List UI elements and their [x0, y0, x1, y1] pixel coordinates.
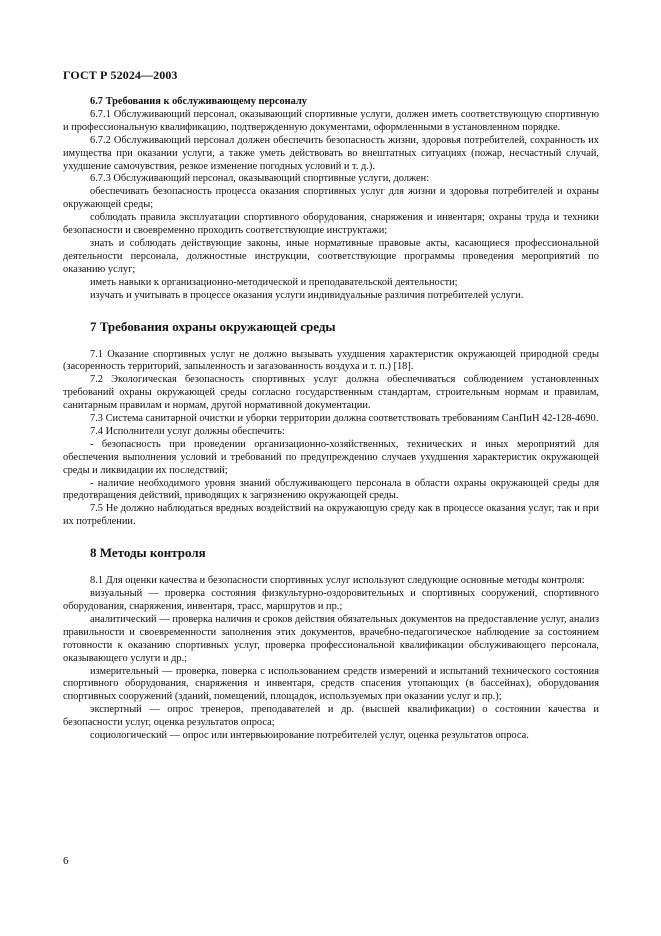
list-item: социологический — опрос или интервьюирование потребителей услуг, оценка результатов опроса. [90, 730, 529, 742]
paragraph-6-7-2: 6.7.2 Обслуживающий персонал должен обеспечить безопасность жизни, здоровья потребителей, сохранность их имущества при оказании услуги, а также уметь действовать во внештатных ситуациях (пожар, несчастный случай, ухудшение самочувствия, резкое изменение погодных условий и т. д.). [63, 134, 599, 172]
paragraph-7-4: 7.4 Исполнители услуг должны обеспечить: [90, 425, 285, 437]
list-item: знать и соблюдать действующие законы, иные нормативные правовые акты, касающиеся профессиональной деятельности персонала, должностные инструкции, соответствующие программы проведения мероприятий по оказанию услуг; [63, 237, 599, 275]
paragraph-7-2: 7.2 Экологическая безопасность спортивных услуг должна обеспечиваться соблюдением установленных требований охраны окружающей среды согласно государственным стандартам, строительным нормам и правилам, санитарным правилам и нормам, другой нормативной документации. [63, 374, 599, 412]
list-item: измерительный — проверка, поверка с использованием средств измерений и испытаний технического состояния спортивного оборудования, снаряжения и инвентаря, средств спасения утопающих (в бассейнах), оборудования спортивных сооружений (зданий, помещений, площадок, используемых при оказании услуг и пр.); [63, 665, 599, 703]
list-item: - безопасность при проведении организационно-хозяйственных, технических и иных мероприятий для обеспечения выполнения условий и требований по предупреждению случаев ухудшения характеристик окружающей среды и ликвидации их последствий; [63, 438, 599, 476]
page-content [63, 96, 599, 743]
page-number: 6 [63, 855, 69, 867]
list-item: соблюдать правила эксплуатации спортивного оборудования, снаряжения и инвентаря; охраны труда и техники безопасности и своевременно проходить соответствующие инструктажи; [63, 212, 599, 237]
paragraph-7-1: 7.1 Оказание спортивных услуг не должно вызывать ухудшения характеристик окружающей природной среды (засоренность территорий, запыленность и загазованность воздуха и т. п.) [18]. [63, 348, 599, 373]
paragraph-6-7-3: 6.7.3 Обслуживающий персонал, оказывающий спортивные услуги, должен: [90, 173, 430, 185]
list-item: экспертный — опрос тренеров, преподавателей и др. (высшей квалификации) о состоянии качества и безопасности услуг, оценка результатов опроса; [63, 704, 599, 729]
subsection-heading-6-7: 6.7 Требования к обслуживающему персоналу [90, 96, 307, 107]
list-item: иметь навыки к организационно-методической и преподавательской деятельности; [90, 276, 458, 288]
document-header: ГОСТ Р 52024—2003 [63, 68, 178, 82]
list-item: обеспечивать безопасность процесса оказания спортивных услуг для жизни и здоровья потребителей и охраны окружающей среды; [63, 186, 599, 211]
list-item: аналитический — проверка наличия и сроков действия обязательных документов на предоставление услуг, анализ правильности и своевременности заполнения этих документов, врачебно-педагогическое наблюдение за состоянием готовности к оказанию спортивных услуг, проверка профессиональной квалификации обслуживающего персонала, оказывающего услуги и др.; [63, 613, 599, 664]
list-item: визуальный — проверка состояния физкультурно-оздоровительных и спортивных сооружений, спортивного оборудования, снаряжения, инвентаря, трасс, маршрутов и пр.; [63, 588, 599, 612]
paragraph-7-3: 7.3 Система санитарной очистки и уборки территории должна соответствовать требованиям СанПиН 42-128-4690. [90, 413, 599, 425]
list-item: - наличие необходимого уровня знаний обслуживающего персонала в области охраны окружающей среды для предотвращения действий, приводящих к загрязнению окружающей среды. [63, 477, 599, 502]
paragraph-6-7-1: 6.7.1 Обслуживающий персонал, оказывающий спортивные услуги, должен иметь соответствующую спортивную и профессиональную квалификацию, подтвержденную документами, оформленными в установленном порядке. [63, 108, 599, 133]
paragraph-7-5: 7.5 Не должно наблюдаться вредных воздействий на окружающую среду как в процессе оказания услуг, так и при их потреблении. [63, 503, 599, 528]
section-title-7: 7 Требования охраны окружающей среды [90, 318, 336, 334]
paragraph-8-1: 8.1 Для оценки качества и безопасности спортивных услуг используют следующие основные методы контроля: [90, 575, 585, 587]
section-title-8: 8 Методы контроля [90, 545, 206, 561]
list-item: изучать и учитывать в процессе оказания услуги индивидуальные различия потребителей услуги. [90, 289, 524, 301]
